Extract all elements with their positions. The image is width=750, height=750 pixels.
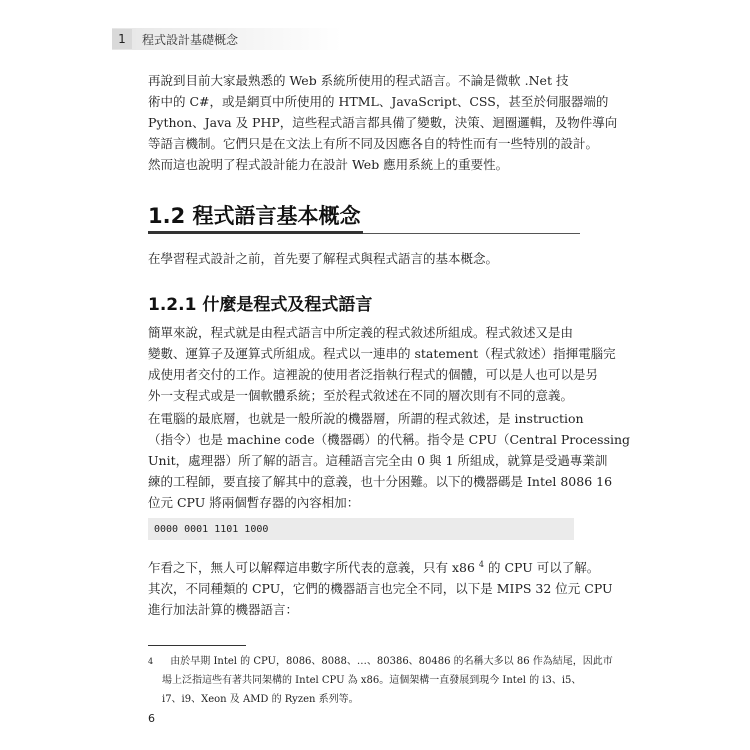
text-line [148, 554, 600, 578]
text-line: 練的工程師，要直接了解其中的意義，也十分困難。以下的機器碼是 Intel 8086 16 [148, 474, 613, 489]
text-line: 簡單來說，程式就是由程式語言中所定義的程式敘述所組成。程式敘述又是由 [148, 325, 574, 340]
footnote-rule [148, 645, 246, 646]
text-line: 然而這也說明了程式設計能力在設計 Web 應用系統上的重要性。 [148, 157, 509, 172]
text-line: 在電腦的最底層，也就是一般所說的機器層，所謂的程式敘述，是 instruction [148, 411, 584, 426]
footnote-mark: 4 [148, 657, 154, 666]
text-fragment: 的 CPU 可以了解。 [488, 560, 600, 576]
footnote-text: 由於早期 Intel 的 CPU，8086、8088、…、80386、80486 的名稱大多以 86 作為結尾，因此市 [170, 656, 613, 667]
text-fragment: 乍看之下，無人可以解釋這串數字所代表的意義，只有 x86 [148, 560, 475, 576]
text-line: Unit，處理器）所了解的語言。這種語言完全由 0 與 1 所組成，就算是受過專業訓 [148, 453, 608, 468]
text-line: 變數、運算子及運算式所組成。程式以一連串的 statement（程式敘述）指揮電腦完 [148, 346, 616, 361]
text-line: Python、Java 及 PHP，這些程式語言都具備了變數，決策、迴圈邏輯，及物件導向 [148, 115, 618, 130]
footnote-line: i7、i9、Xeon 及 AMD 的 Ryzen 系列等。 [162, 694, 359, 705]
footnote-reference: 4 [478, 560, 485, 569]
section-heading: 1.2 程式語言基本概念 [148, 204, 361, 228]
text-line: 在學習程式設計之前，首先要了解程式與程式語言的基本概念。 [148, 251, 499, 266]
text-line: 術中的 C#，或是網頁中所使用的 HTML、JavaScript、CSS，甚至於伺服器端的 [148, 94, 609, 109]
machine-paragraph [148, 408, 631, 513]
after-code-paragraph [148, 554, 613, 620]
section-rule-accent [148, 231, 363, 234]
text-line: 位元 CPU 將兩個暫存器的內容相加： [148, 495, 360, 510]
text-line: 進行加法計算的機器語言： [148, 602, 299, 618]
chapter-number-badge: 1 [112, 29, 132, 49]
text-line: 外一支程式或是一個軟體系統；至於程式敘述在不同的層次則有不同的意義。 [148, 388, 574, 403]
subsection-heading: 1.2.1 什麼是程式及程式語言 [148, 295, 373, 315]
footnote-line: 場上泛指這些有著共同架構的 Intel CPU 為 x86。這個架構一直發展到現今 Intel 的 i3、i5、 [162, 675, 582, 686]
footnote [148, 652, 613, 709]
intro-paragraph [148, 70, 618, 175]
text-line: 其次，不同種類的 CPU，它們的機器語言也完全不同，以下是 MIPS 32 位元 CPU [148, 581, 613, 597]
chapter-title: 程式設計基礎概念 [142, 32, 239, 47]
text-line: 成使用者交付的工作。這裡說的使用者泛指執行程式的個體，可以是人也可以是另 [148, 367, 599, 382]
page-number: 6 [148, 712, 155, 725]
running-header [112, 28, 342, 50]
text-line: （指令）也是 machine code（機器碼）的代稱。指令是 CPU（Central Processing [148, 432, 631, 447]
code-block: 0000 0001 1101 1000 [148, 518, 574, 540]
footnote-line [148, 652, 613, 671]
text-line: 再說到目前大家最熟悉的 Web 系統所使用的程式語言。不論是微軟 .Net 技 [148, 73, 569, 88]
section-intro [148, 248, 578, 269]
program-paragraph [148, 322, 616, 406]
text-line: 等語言機制。它們只是在文法上有所不同及因應各自的特性而有一些特別的設計。 [148, 136, 599, 151]
